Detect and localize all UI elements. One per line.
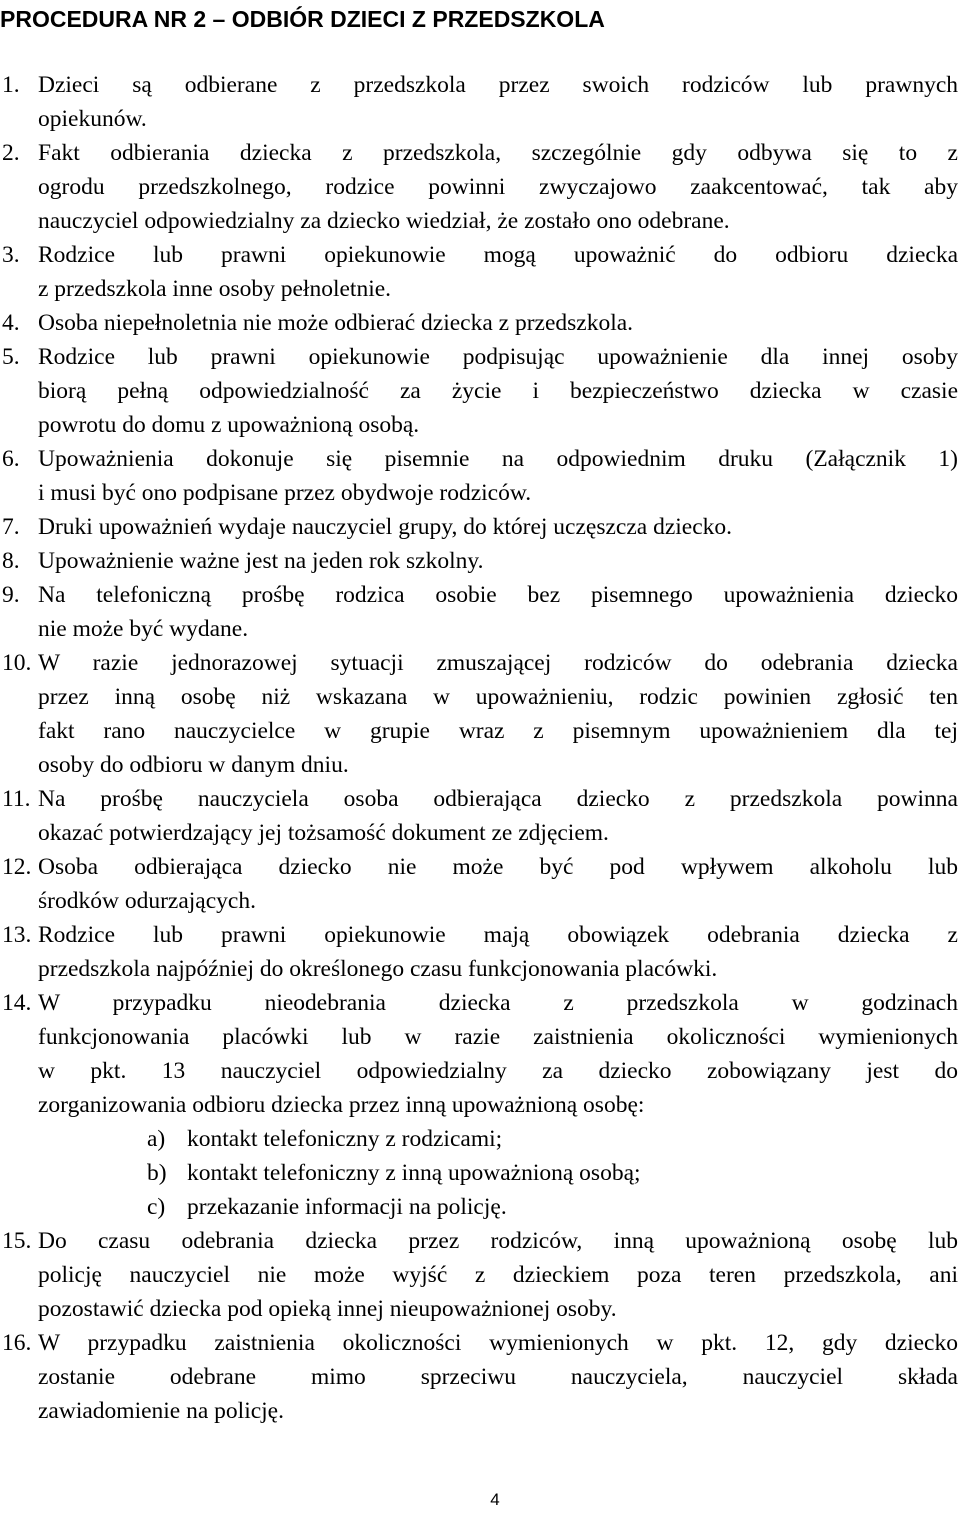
list-item-text	[38, 442, 958, 510]
text-line: funkcjonowania placówki lub w razie zaistnienia okoliczności wymienionych	[38, 1024, 958, 1050]
list-item	[0, 136, 958, 238]
text-line: przedszkola najpóźniej do określonego czasu funkcjonowania placówki.	[38, 956, 718, 982]
text-line: w pkt. 13 nauczyciel odpowiedzialny za dziecko zobowiązany jest do	[38, 1058, 958, 1084]
sub-list-item	[147, 1156, 641, 1190]
list-item	[0, 510, 958, 544]
list-item	[0, 578, 958, 646]
text-line: zorganizowania odbioru dziecka przez inną upoważnioną osobę:	[38, 1092, 645, 1118]
text-line: W przypadku nieodebrania dziecka z przedszkola w godzinach	[38, 990, 958, 1016]
text-line: Osoba odbierająca dziecko nie może być pod wpływem alkoholu lub	[38, 854, 958, 880]
list-item-number: 14.	[2, 990, 32, 1016]
text-line: Upoważnienia dokonuje się pisemnie na odpowiednim druku (Załącznik 1)	[38, 446, 958, 472]
list-item-number: 7.	[2, 514, 20, 540]
sub-list-item-letter: b)	[147, 1160, 167, 1186]
list-item	[0, 238, 958, 306]
sub-list-item-text: kontakt telefoniczny z rodzicami;	[187, 1126, 503, 1152]
list-item-number: 10.	[2, 650, 32, 676]
text-line: biorą pełną odpowiedzialność za życie i bezpieczeństwo dziecka w czasie	[38, 378, 958, 404]
list-item	[0, 544, 958, 578]
list-item-text	[38, 1326, 958, 1428]
list-item-number: 3.	[2, 242, 20, 268]
text-line: Do czasu odebrania dziecka przez rodziców, inną upoważnioną osobę lub	[38, 1228, 958, 1254]
text-line: W razie jednorazowej sytuacji zmuszającej rodziców do odebrania dziecka	[38, 650, 958, 676]
list-item	[0, 1224, 958, 1326]
list-item	[0, 918, 958, 986]
text-line: powrotu do domu z upoważnioną osobą.	[38, 412, 420, 438]
list-item	[0, 68, 958, 136]
text-line: Na telefoniczną prośbę rodzica osobie bez pisemnego upoważnienia dziecko	[38, 582, 958, 608]
text-line: Rodzice lub prawni opiekunowie mogą upoważnić do odbioru dziecka	[38, 242, 958, 268]
list-item-text	[38, 544, 958, 578]
sub-list-item-letter: c)	[147, 1194, 166, 1220]
list-item-text	[38, 340, 958, 442]
text-line: zawiadomienie na policję.	[38, 1398, 284, 1424]
list-item	[0, 850, 958, 918]
list-item-text	[38, 918, 958, 986]
text-line: policję nauczyciel nie może wyjść z dzieckiem poza teren przedszkola, ani	[38, 1262, 958, 1288]
sub-list-item-text: przekazanie informacji na policję.	[187, 1194, 507, 1220]
list-item	[0, 1326, 958, 1428]
text-line: Upoważnienie ważne jest na jeden rok szkolny.	[38, 548, 484, 574]
sub-list-item	[147, 1190, 507, 1224]
text-line: ogrodu przedszkolnego, rodzice powinni zwyczajowo zaakcentować, tak aby	[38, 174, 958, 200]
text-line: fakt rano nauczycielce w grupie wraz z pisemnym upoważnieniem dla tej	[38, 718, 958, 744]
text-line: okazać potwierdzający jej tożsamość dokument ze zdjęciem.	[38, 820, 609, 846]
list-item-number: 11.	[2, 786, 31, 812]
text-line: środków odurzających.	[38, 888, 256, 914]
list-item-text	[38, 136, 958, 238]
list-item-number: 1.	[2, 72, 20, 98]
list-item-text	[38, 238, 958, 306]
list-item-text	[38, 510, 958, 544]
list-item-number: 13.	[2, 922, 32, 948]
text-line: Fakt odbierania dziecka z przedszkola, szczególnie gdy odbywa się to z	[38, 140, 958, 166]
text-line: Osoba niepełnoletnia nie może odbierać dziecka z przedszkola.	[38, 310, 634, 336]
list-item-number: 5.	[2, 344, 20, 370]
list-item-number: 8.	[2, 548, 20, 574]
text-line: nauczyciel odpowiedzialny za dziecko wiedział, że zostało ono odebrane.	[38, 208, 730, 234]
list-item-number: 16.	[2, 1330, 32, 1356]
sub-list-item-letter: a)	[147, 1126, 166, 1152]
list-item	[0, 442, 958, 510]
text-line: pozostawić dziecka pod opieką innej nieupoważnionej osoby.	[38, 1296, 617, 1322]
list-item-text	[38, 578, 958, 646]
text-line: Na prośbę nauczyciela osoba odbierająca dziecko z przedszkola powinna	[38, 786, 958, 812]
text-line: przez inną osobę niż wskazana w upoważnieniu, rodzic powinien zgłosić ten	[38, 684, 958, 710]
list-item-number: 15.	[2, 1228, 32, 1254]
list-item-number: 6.	[2, 446, 20, 472]
page-title: PROCEDURA NR 2 – ODBIÓR DZIECI Z PRZEDSZKOLA	[0, 6, 605, 32]
list-item-text	[38, 646, 958, 782]
list-item-number: 12.	[2, 854, 32, 880]
list-item-text	[38, 850, 958, 918]
text-line: zostanie odebrane mimo sprzeciwu nauczyciela, nauczyciel składa	[38, 1364, 958, 1390]
sub-list-item	[147, 1122, 502, 1156]
text-line: Rodzice lub prawni opiekunowie podpisując upoważnienie dla innej osoby	[38, 344, 958, 370]
text-line: Druki upoważnień wydaje nauczyciel grupy, do której uczęszcza dziecko.	[38, 514, 733, 540]
list-item	[0, 986, 958, 1122]
list-item-text	[38, 782, 958, 850]
text-line: opiekunów.	[38, 106, 147, 132]
list-item	[0, 340, 958, 442]
text-line: z przedszkola inne osoby pełnoletnie.	[38, 276, 392, 302]
page-number: 4	[490, 1490, 500, 1509]
text-line: Rodzice lub prawni opiekunowie mają obowiązek odebrania dziecka z	[38, 922, 958, 948]
list-item	[0, 782, 958, 850]
list-item-text	[38, 306, 958, 340]
list-item	[0, 306, 958, 340]
sub-list-item-text: kontakt telefoniczny z inną upoważnioną osobą;	[187, 1160, 641, 1186]
text-line: osoby do odbioru w danym dniu.	[38, 752, 349, 778]
list-item-text	[38, 986, 958, 1122]
text-line: nie może być wydane.	[38, 616, 249, 642]
text-line: i musi być ono podpisane przez obydwoje rodziców.	[38, 480, 532, 506]
list-item	[0, 646, 958, 782]
text-line: Dzieci są odbierane z przedszkola przez swoich rodziców lub prawnych	[38, 72, 958, 98]
list-item-number: 9.	[2, 582, 20, 608]
list-item-text	[38, 1224, 958, 1326]
list-item-number: 4.	[2, 310, 20, 336]
text-line: W przypadku zaistnienia okoliczności wymienionych w pkt. 12, gdy dziecko	[38, 1330, 958, 1356]
list-item-text	[38, 68, 958, 136]
list-item-number: 2.	[2, 140, 20, 166]
